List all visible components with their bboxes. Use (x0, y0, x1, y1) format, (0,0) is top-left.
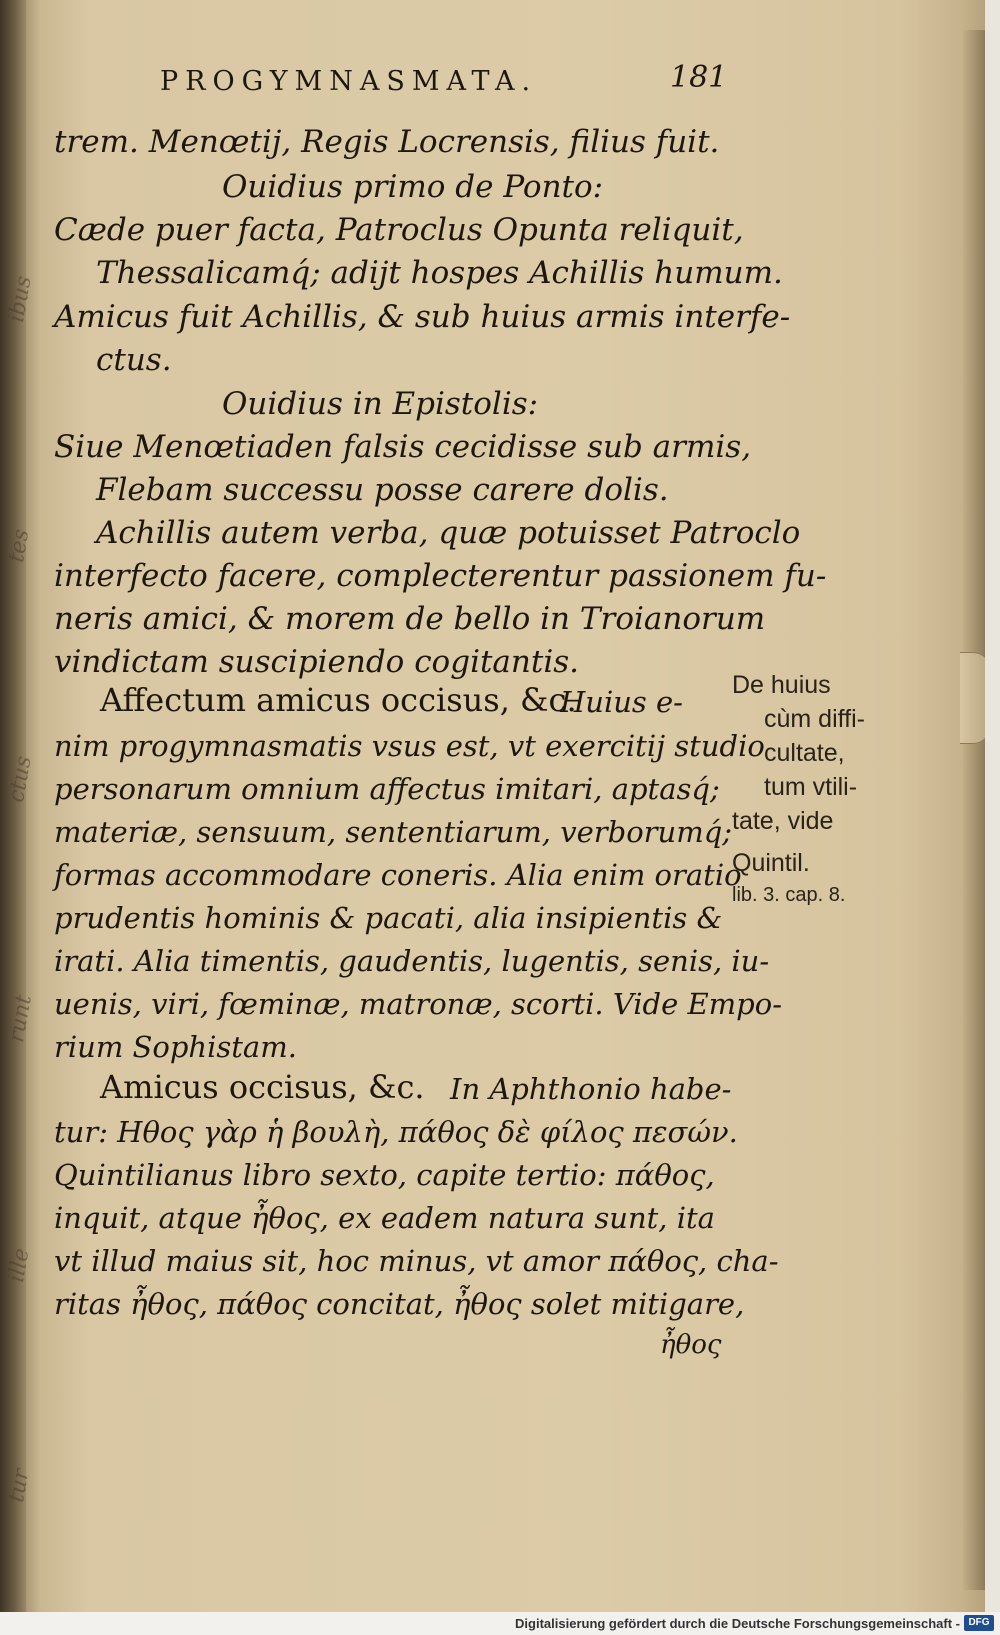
text-line: Thessalicamq́; adijt hospes Achillis humum. (96, 255, 783, 291)
text-line: Amicus fuit Achillis, & sub huius armis interfe- (54, 299, 791, 335)
text-line: vindictam suscipiendo cogitantis. (54, 644, 580, 680)
text-line: In Aphthonio habe- (450, 1072, 732, 1106)
edge-fragment: ibus (4, 274, 37, 325)
text-line: Huius e- (560, 685, 683, 719)
text-line: inquit, atque ἦθος, ex eadem natura sunt, ita (54, 1201, 715, 1235)
text-line: uenis, viri, fœminæ, matronæ, scorti. Vide Empo- (54, 987, 782, 1021)
text-line: rium Sophistam. (54, 1030, 297, 1064)
footer-credit: Digitalisierung gefördert durch die Deutsche Forschungsgemeinschaft - (515, 1616, 960, 1631)
text-line: Quintilianus libro sexto, capite tertio: πάθος, (54, 1158, 715, 1192)
edge-fragment: ctus (4, 754, 37, 805)
text-line: Siue Menœtiaden falsis cecidisse sub armis, (54, 429, 752, 465)
page-edge-right (963, 30, 985, 1590)
text-line: personarum omnium affectus imitari, aptasq́; (54, 772, 720, 806)
page-number: 181 (670, 60, 728, 95)
edge-fragment: runt (4, 993, 37, 1045)
edge-fragment: tur (4, 1466, 35, 1505)
text-line: Ouidius in Epistolis: (222, 386, 539, 422)
text-line: interfecto facere, complecterentur passionem fu- (54, 558, 827, 594)
text-line: Flebam successu posse carere dolis. (96, 472, 669, 508)
lemma-heading: Affectum amicus occisus, &c. (100, 681, 577, 719)
margin-note-line: cultate, (764, 739, 845, 767)
dfg-logo: DFG (964, 1615, 994, 1631)
text-line: ritas ἦθος, πάθος concitat, ἦθος solet mitigare, (54, 1287, 745, 1321)
text-line: materiæ, sensuum, sententiarum, verborumq́; (54, 815, 733, 849)
margin-note-line: tum vtili- (764, 773, 858, 801)
lemma-heading: Amicus occisus, &c. (100, 1068, 425, 1106)
text-line: Cæde puer facta, Patroclus Opunta reliquit, (54, 212, 744, 248)
text-line: nim progymnasmatis vsus est, vt exercitij studio (54, 729, 765, 763)
text-line: Achillis autem verba, quæ potuisset Patroclo (96, 515, 801, 551)
edge-fragment: ille (4, 1246, 35, 1285)
footer-bar (0, 1612, 1000, 1635)
book-clasp (960, 652, 985, 744)
text-line: tur: Ηθος γὰρ ἡ βουλὴ, πάθος δὲ φίλος πεσών. (54, 1115, 738, 1149)
text-line: irati. Alia timentis, gaudentis, lugentis, senis, iu- (54, 944, 770, 978)
catchword: ἦθος (660, 1330, 722, 1360)
facing-page-edge (0, 0, 60, 1612)
margin-note-line: De huius (732, 671, 831, 699)
running-title: PROGYMNASMATA. (160, 66, 538, 97)
text-line: vt illud maius sit, hoc minus, vt amor πάθος, cha- (54, 1244, 779, 1278)
text-line: ctus. (96, 342, 172, 378)
margin-note-line: lib. 3. cap. 8. (732, 884, 846, 906)
text-line: trem. Menœtij, Regis Locrensis, filius fuit. (54, 124, 720, 160)
margin-note-line: Quintil. (732, 849, 810, 877)
text-line: formas accommodare coneris. Alia enim oratio (54, 858, 742, 892)
text-line: neris amici, & morem de bello in Troianorum (54, 601, 766, 637)
text-line: prudentis hominis & pacati, alia insipientis & (54, 901, 723, 935)
margin-note-line: tate, vide (732, 807, 834, 835)
margin-note-line: cùm diffi- (764, 705, 865, 733)
edge-fragment: tes (4, 527, 35, 565)
text-line: Ouidius primo de Ponto: (222, 169, 604, 205)
